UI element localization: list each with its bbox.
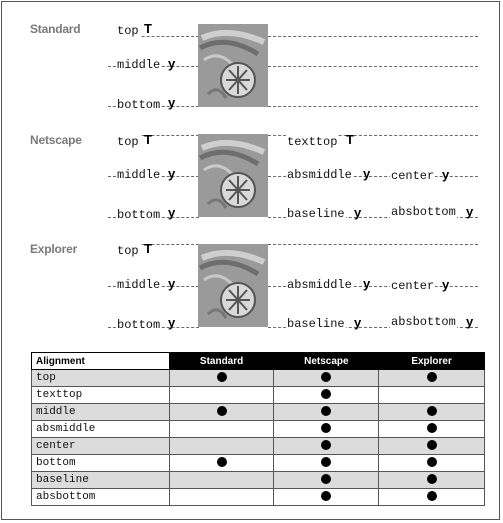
align-glyph: y — [168, 276, 176, 291]
support-cell — [169, 455, 274, 472]
support-cell — [274, 472, 379, 489]
filled-circle-icon — [427, 423, 437, 433]
align-word-bottom: bottom — [117, 318, 161, 332]
section-label-netscape: Netscape — [30, 133, 82, 147]
support-cell — [379, 472, 485, 489]
align-word-middle: middle — [117, 278, 161, 292]
table-row — [32, 370, 485, 387]
align-word-center: center — [391, 169, 435, 183]
support-cell — [379, 455, 485, 472]
filled-circle-icon — [427, 440, 437, 450]
filled-circle-icon — [217, 457, 227, 467]
header-netscape: Netscape — [274, 353, 379, 370]
filled-circle-icon — [427, 372, 437, 382]
support-cell — [379, 370, 485, 387]
filled-circle-icon — [427, 474, 437, 484]
align-word-absbottom: absbottom — [391, 205, 456, 219]
table-row — [32, 404, 485, 421]
align-glyph: T — [144, 132, 152, 147]
align-word-texttop: texttop — [287, 135, 338, 149]
align-glyph: y — [363, 166, 371, 181]
support-cell — [169, 489, 274, 506]
support-cell — [169, 370, 274, 387]
filled-circle-icon — [217, 406, 227, 416]
support-cell — [274, 489, 379, 506]
filled-circle-icon — [427, 491, 437, 501]
align-glyph: y — [442, 167, 450, 182]
guide-line — [268, 244, 478, 245]
table-row — [32, 421, 485, 438]
align-word-top: top — [117, 24, 139, 38]
filled-circle-icon — [321, 440, 331, 450]
alignment-name: middle — [32, 404, 170, 421]
align-word-baseline: baseline — [287, 317, 345, 331]
support-cell — [169, 421, 274, 438]
support-cell — [169, 472, 274, 489]
align-glyph: y — [168, 205, 176, 220]
align-glyph: y — [466, 314, 474, 329]
sample-image — [198, 134, 268, 217]
align-glyph: y — [442, 277, 450, 292]
filled-circle-icon — [321, 423, 331, 433]
guide-line — [268, 66, 478, 67]
alignment-name: absmiddle — [32, 421, 170, 438]
guide-line — [268, 36, 478, 37]
figure-frame — [1, 1, 500, 520]
support-cell — [274, 438, 379, 455]
filled-circle-icon — [427, 457, 437, 467]
align-word-bottom: bottom — [117, 208, 161, 222]
support-cell — [379, 387, 485, 404]
support-cell — [274, 421, 379, 438]
support-cell — [169, 404, 274, 421]
alignment-name: absbottom — [32, 489, 170, 506]
section-label-standard: Standard — [30, 22, 81, 36]
support-cell — [379, 438, 485, 455]
support-cell — [379, 421, 485, 438]
filled-circle-icon — [321, 372, 331, 382]
alignment-support-table — [31, 352, 485, 506]
alignment-name: center — [32, 438, 170, 455]
align-glyph: y — [354, 205, 362, 220]
align-word-baseline: baseline — [287, 207, 345, 221]
support-cell — [274, 387, 379, 404]
table-row — [32, 472, 485, 489]
align-glyph: y — [354, 315, 362, 330]
section-label-explorer: Explorer — [30, 242, 78, 256]
table-row — [32, 438, 485, 455]
align-word-absmiddle: absmiddle — [287, 278, 352, 292]
align-word-center: center — [391, 279, 435, 293]
support-cell — [274, 370, 379, 387]
align-glyph: y — [363, 276, 371, 291]
support-cell — [274, 404, 379, 421]
filled-circle-icon — [427, 406, 437, 416]
align-glyph: T — [144, 241, 152, 256]
guide-line — [268, 106, 478, 107]
filled-circle-icon — [217, 372, 227, 382]
alignment-name: baseline — [32, 472, 170, 489]
align-word-top: top — [117, 244, 139, 258]
align-word-top: top — [117, 135, 139, 149]
support-cell — [169, 438, 274, 455]
filled-circle-icon — [321, 491, 331, 501]
table-body — [32, 370, 485, 506]
alignment-name: bottom — [32, 455, 170, 472]
align-word-absbottom: absbottom — [391, 315, 456, 329]
align-glyph: y — [168, 56, 176, 71]
align-word-absmiddle: absmiddle — [287, 168, 352, 182]
header-explorer: Explorer — [379, 353, 485, 370]
support-cell — [379, 404, 485, 421]
align-glyph: y — [168, 166, 176, 181]
alignment-name: top — [32, 370, 170, 387]
filled-circle-icon — [321, 406, 331, 416]
header-alignment: Alignment — [32, 353, 170, 370]
filled-circle-icon — [321, 474, 331, 484]
table-row — [32, 489, 485, 506]
filled-circle-icon — [321, 389, 331, 399]
sample-image — [198, 244, 268, 327]
support-cell — [274, 455, 379, 472]
align-glyph: y — [168, 95, 176, 110]
align-word-middle: middle — [117, 168, 161, 182]
table-row — [32, 455, 485, 472]
align-glyph: y — [466, 204, 474, 219]
table-row — [32, 387, 485, 404]
align-word-middle: middle — [117, 58, 161, 72]
align-glyph: y — [168, 315, 176, 330]
align-glyph: T — [144, 21, 152, 36]
support-cell — [169, 387, 274, 404]
sample-image — [198, 24, 268, 107]
header-standard: Standard — [169, 353, 274, 370]
table-header-row — [32, 353, 485, 370]
filled-circle-icon — [321, 457, 331, 467]
align-glyph: T — [346, 132, 354, 147]
alignment-name: texttop — [32, 387, 170, 404]
support-cell — [379, 489, 485, 506]
align-word-bottom: bottom — [117, 98, 161, 112]
